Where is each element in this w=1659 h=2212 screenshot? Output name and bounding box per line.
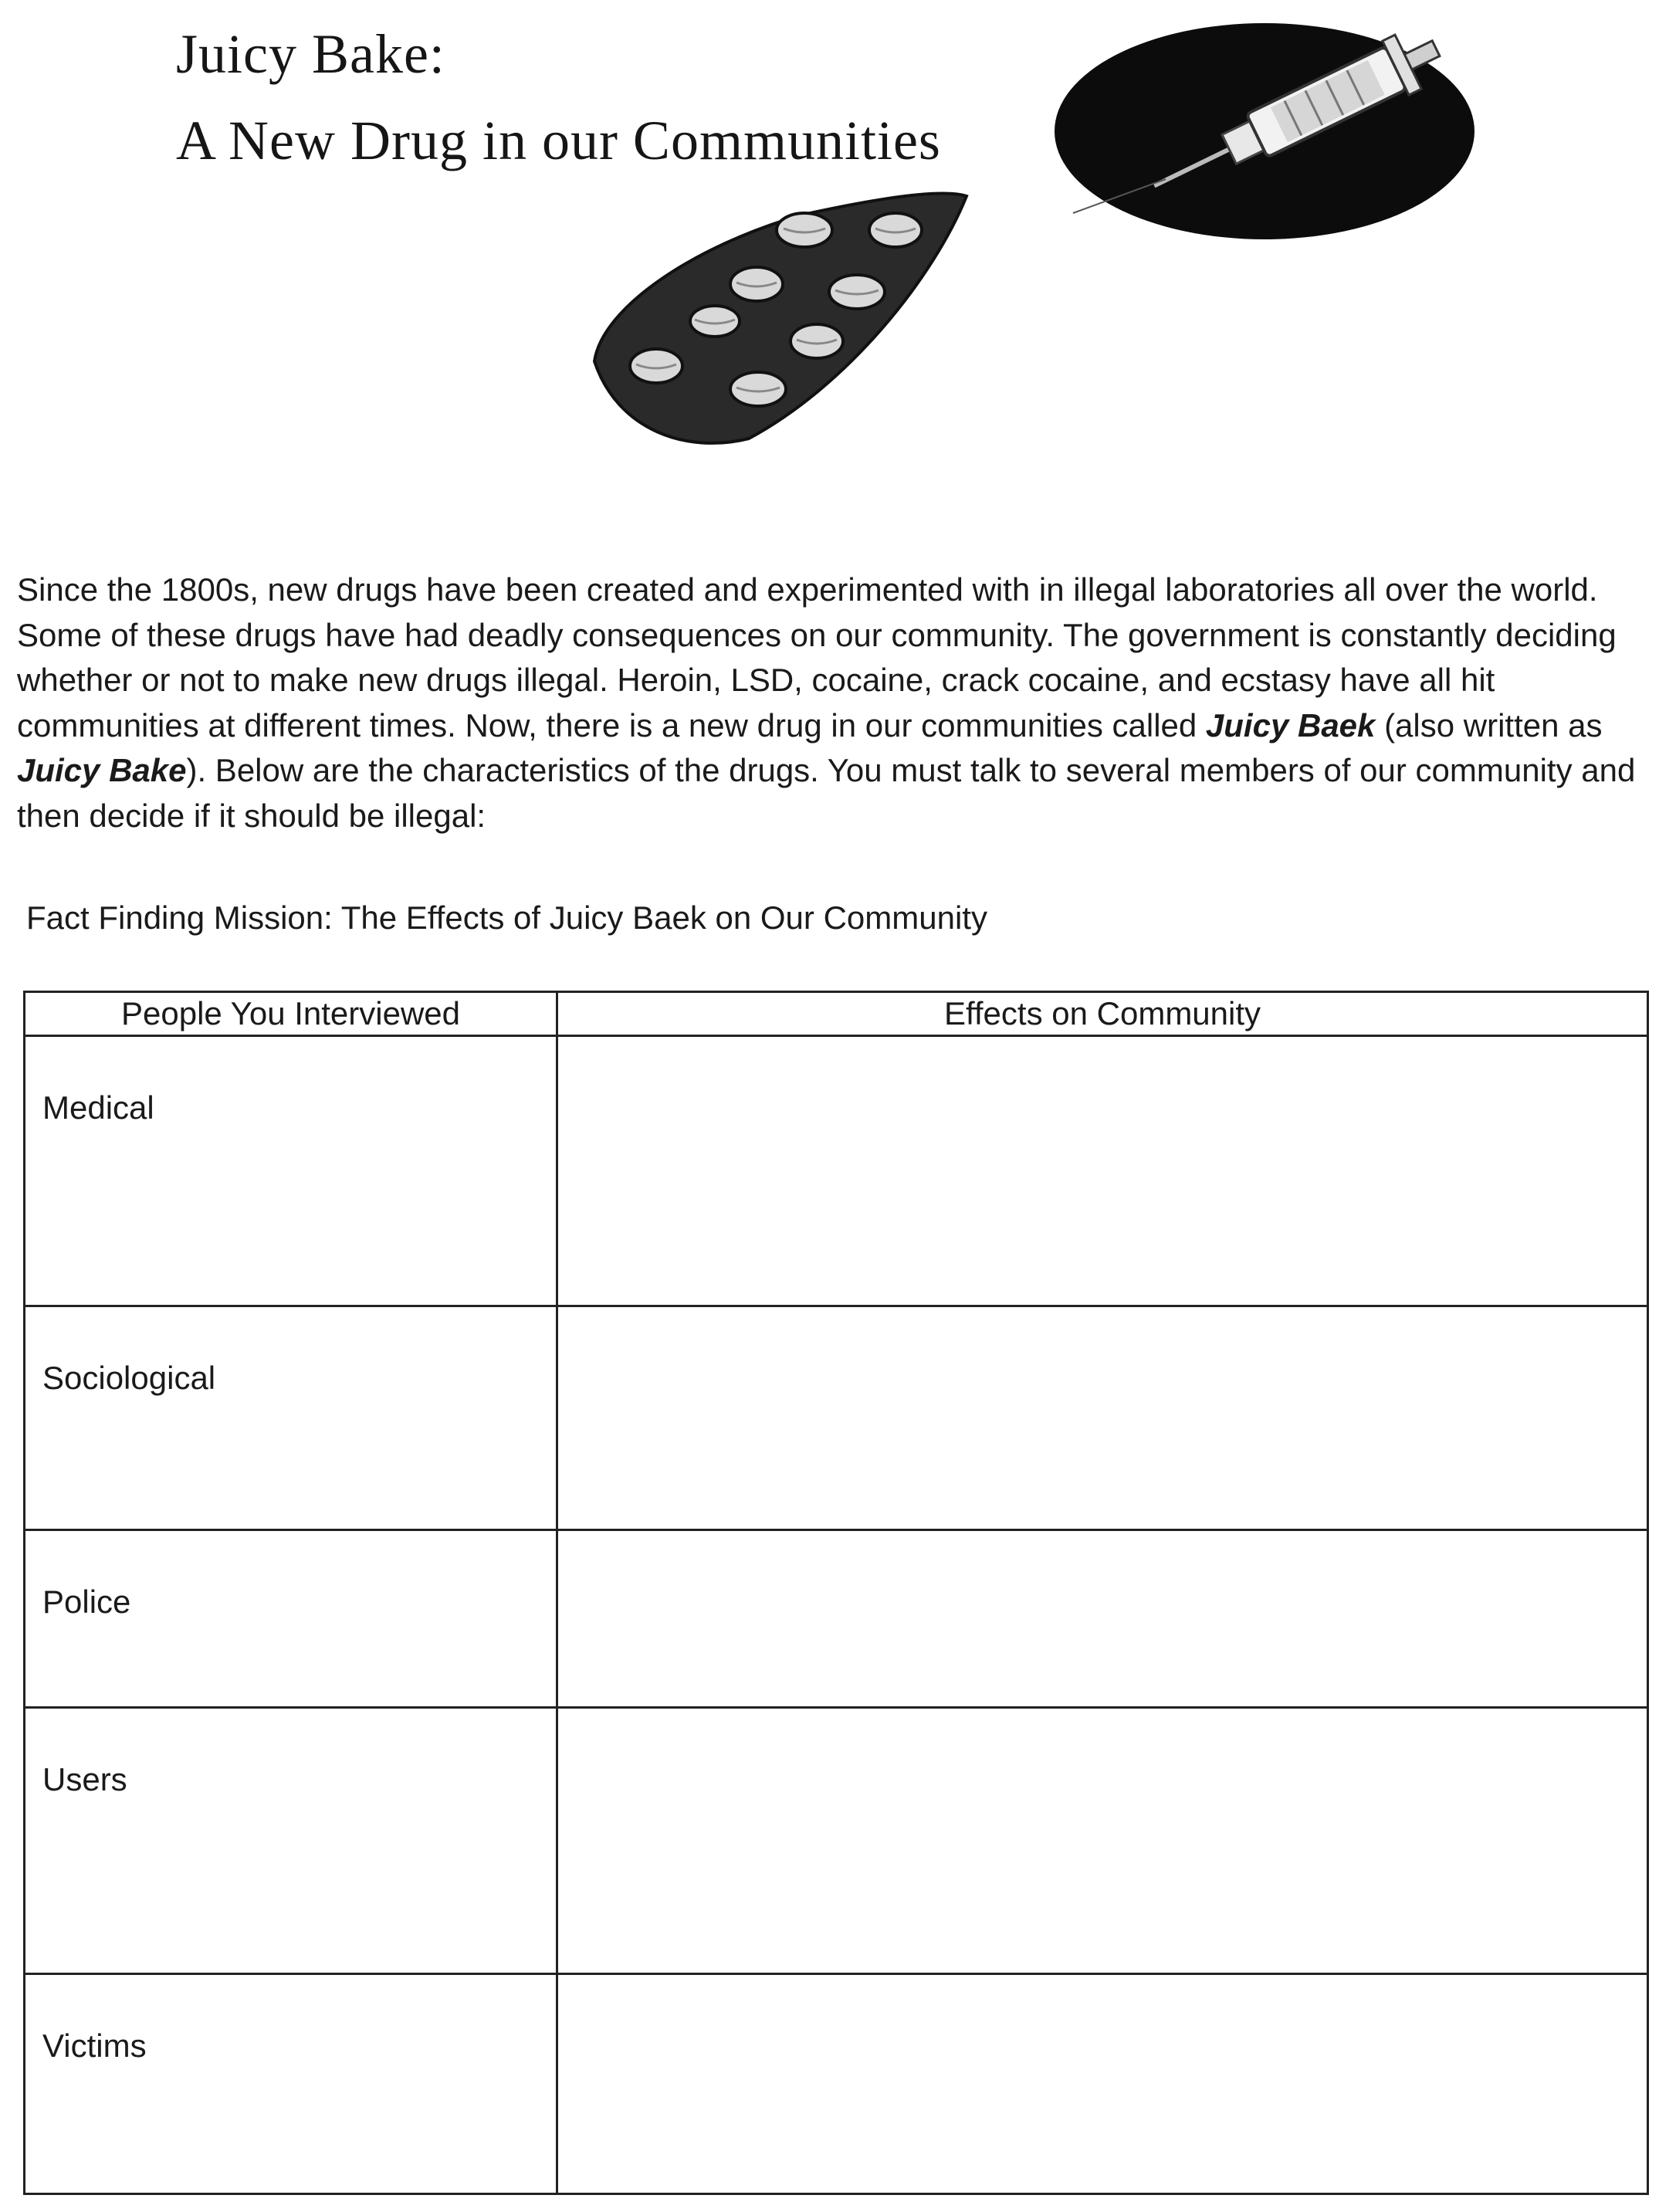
table-row	[25, 1036, 1648, 1306]
mission-heading: Fact Finding Mission: The Effects of Juicy Baek on Our Community	[26, 899, 987, 936]
row-label-police: Police	[25, 1530, 557, 1708]
effect-cell-sociological[interactable]	[557, 1306, 1648, 1530]
title-line-2: A New Drug in our Communities	[176, 110, 941, 171]
row-label-victims: Victims	[25, 1974, 557, 2194]
drug-name: Juicy Baek	[1205, 706, 1376, 744]
header-effects-on-community: Effects on Community	[557, 992, 1648, 1036]
intro-text-2: (also written as	[1375, 706, 1603, 744]
pill-blister-pack-illustration	[571, 184, 973, 462]
effect-cell-police[interactable]	[557, 1530, 1648, 1708]
header-people-interviewed: People You Interviewed	[25, 992, 557, 1036]
table-row	[25, 1708, 1648, 1974]
table-row	[25, 1530, 1648, 1708]
row-label-users: Users	[25, 1708, 557, 1974]
page-title	[176, 11, 941, 184]
row-label-sociological: Sociological	[25, 1306, 557, 1530]
title-line-1: Juicy Bake:	[176, 23, 445, 85]
table-row	[25, 1306, 1648, 1530]
table-header-row	[25, 992, 1648, 1036]
interview-table	[23, 991, 1649, 2195]
intro-paragraph	[17, 567, 1646, 838]
intro-text-1: Since the 1800s, new drugs have been created and experimented with in illegal laboratories all over the world. Some of these drugs have had deadly consequences on our community. The government is constantly deciding whether or not to make new drugs illegal. Heroin, LSD, cocaine, crack cocaine, and ecstasy have all hit communities at different times. Now, there is a new drug in our communities called	[17, 571, 1617, 744]
effect-cell-medical[interactable]	[557, 1036, 1648, 1306]
row-label-medical: Medical	[25, 1036, 557, 1306]
syringe-illustration	[1050, 14, 1482, 246]
effect-cell-users[interactable]	[557, 1708, 1648, 1974]
table-row	[25, 1974, 1648, 2194]
drug-alt-name: Juicy Bake	[17, 752, 187, 788]
effect-cell-victims[interactable]	[557, 1974, 1648, 2194]
intro-text-3: ). Below are the characteristics of the drugs. You must talk to several members of our community and then decide if it should be illegal:	[17, 752, 1636, 834]
